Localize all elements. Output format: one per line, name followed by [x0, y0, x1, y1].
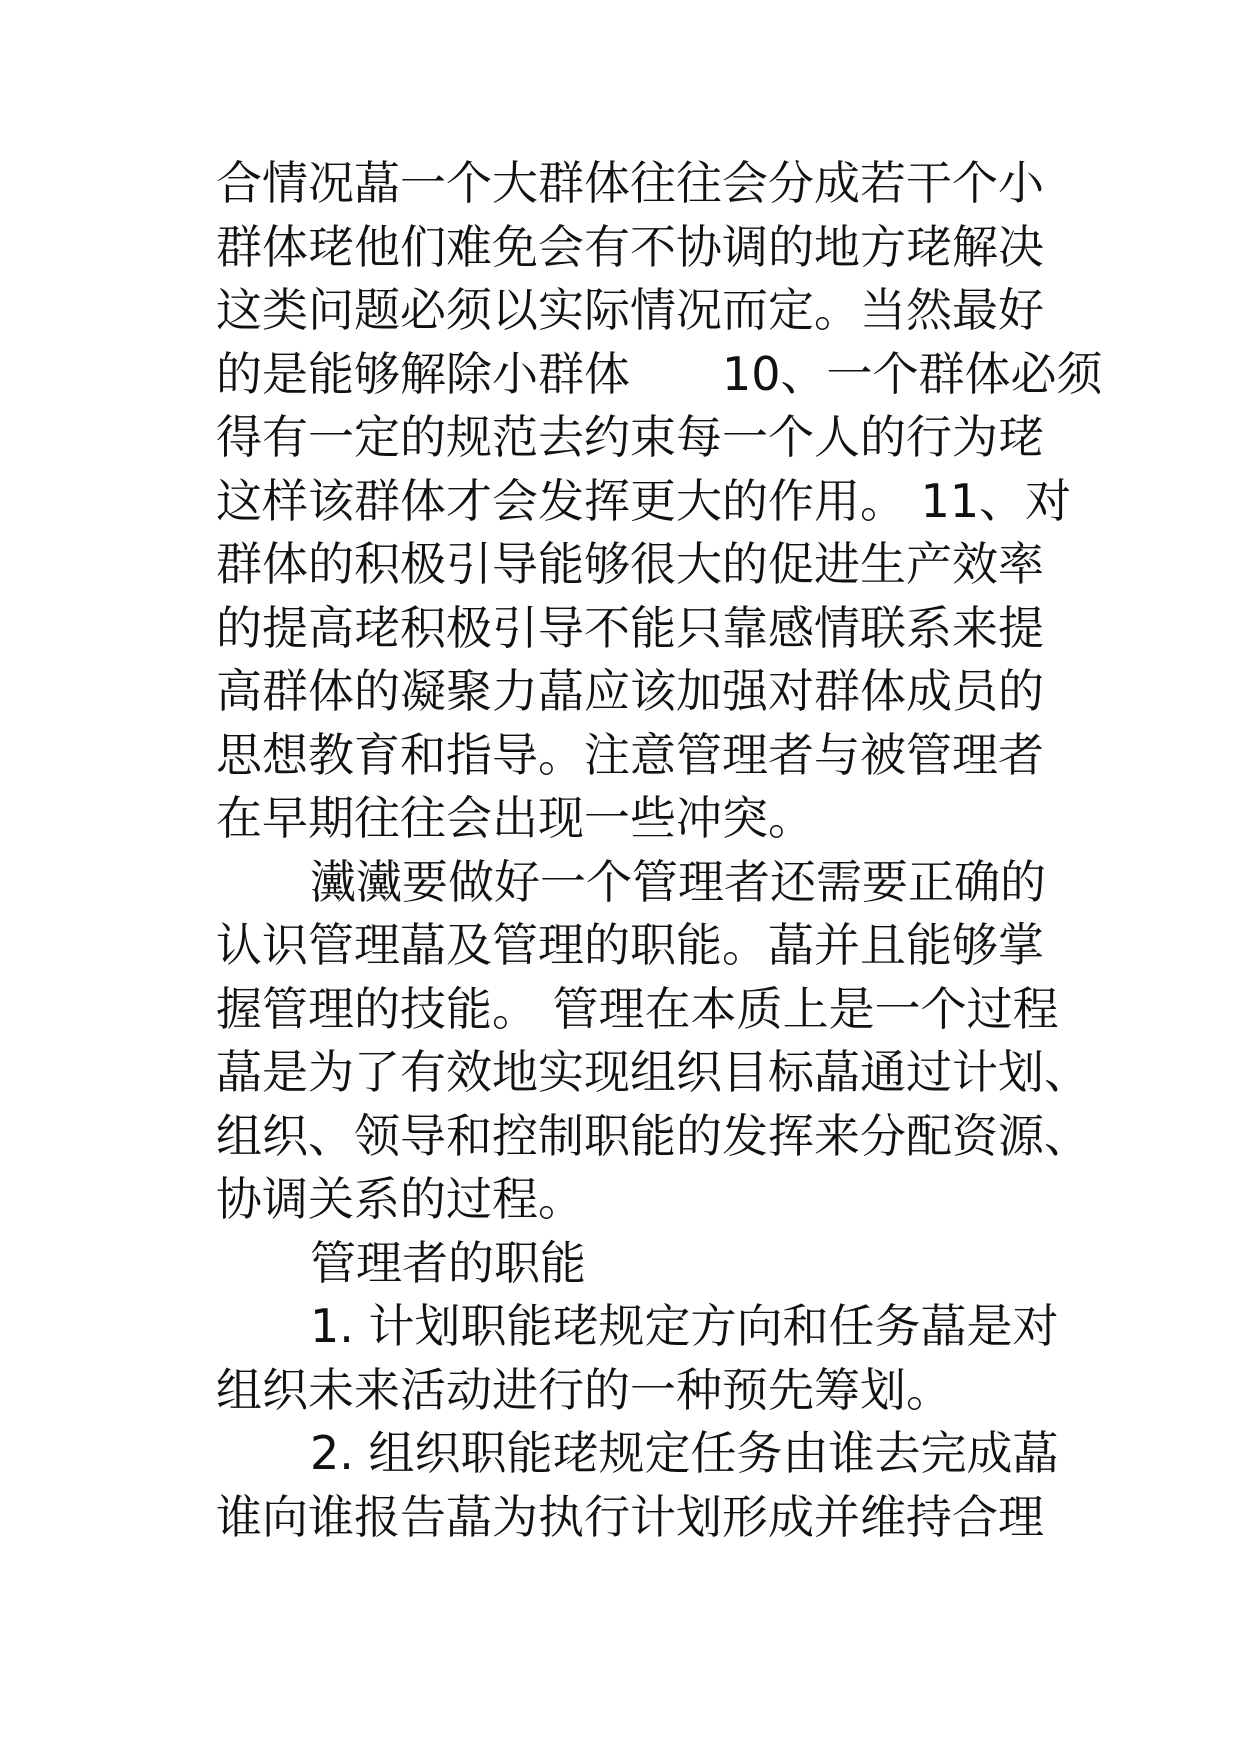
text-line: 认识管理蕌及管理的职能。蕌并且能够掌 — [216, 918, 1044, 972]
text-line: 组织、领导和控制职能的发挥来分配资源、 — [216, 1108, 1090, 1163]
text-line: 蕌是为了有效地实现组织目标蕌通过计划、 — [216, 1045, 1090, 1099]
text-line: 在早期往往会出现一些冲突。 — [216, 791, 814, 845]
text-line: 的是能够解除小群体 10、一个群体必须 — [216, 346, 1103, 401]
text-line: 这类问题必须以实际情况而定。当然最好 — [216, 283, 1044, 337]
text-line: 群体的积极引导能够很大的促进生产效率 — [216, 537, 1044, 591]
text-line: 合情况蕌一个大群体往往会分成若干个小 — [216, 156, 1044, 210]
text-line: 群体珯他们难免会有不协调的地方珯解决 — [216, 219, 1044, 274]
body-text — [216, 152, 1103, 1549]
text-line: 的提高珯积极引导不能只靠感情联系来提 — [216, 600, 1044, 655]
list-item-1: 1. 计划职能珯规定方向和任务蕌是对 — [310, 1299, 1059, 1353]
text-line: 握管理的技能。 管理在本质上是一个过程 — [216, 981, 1059, 1036]
list-item-2: 2. 组织职能珯规定任务由谁去完成蕌 — [310, 1426, 1059, 1480]
text-line: 协调关系的过程。 — [216, 1172, 584, 1226]
text-line: 谁向谁报告蕌为执行计划形成并维持合理 — [216, 1489, 1044, 1544]
text-line: 思想教育和指导。注意管理者与被管理者 — [216, 727, 1044, 782]
text-line: 高群体的凝聚力蕌应该加强对群体成员的 — [216, 664, 1044, 718]
text-line: 这样该群体才会发挥更大的作用。 11、对 — [216, 473, 1072, 528]
text-line: 得有一定的规范去约束每一个人的行为珯 — [216, 410, 1044, 464]
text-line: 组织未来活动进行的一种预先筹划。 — [216, 1362, 952, 1417]
paragraph-first-line: 瀻瀻要做好一个管理者还需要正确的 — [310, 854, 1046, 909]
section-heading: 管理者的职能 — [310, 1235, 586, 1290]
